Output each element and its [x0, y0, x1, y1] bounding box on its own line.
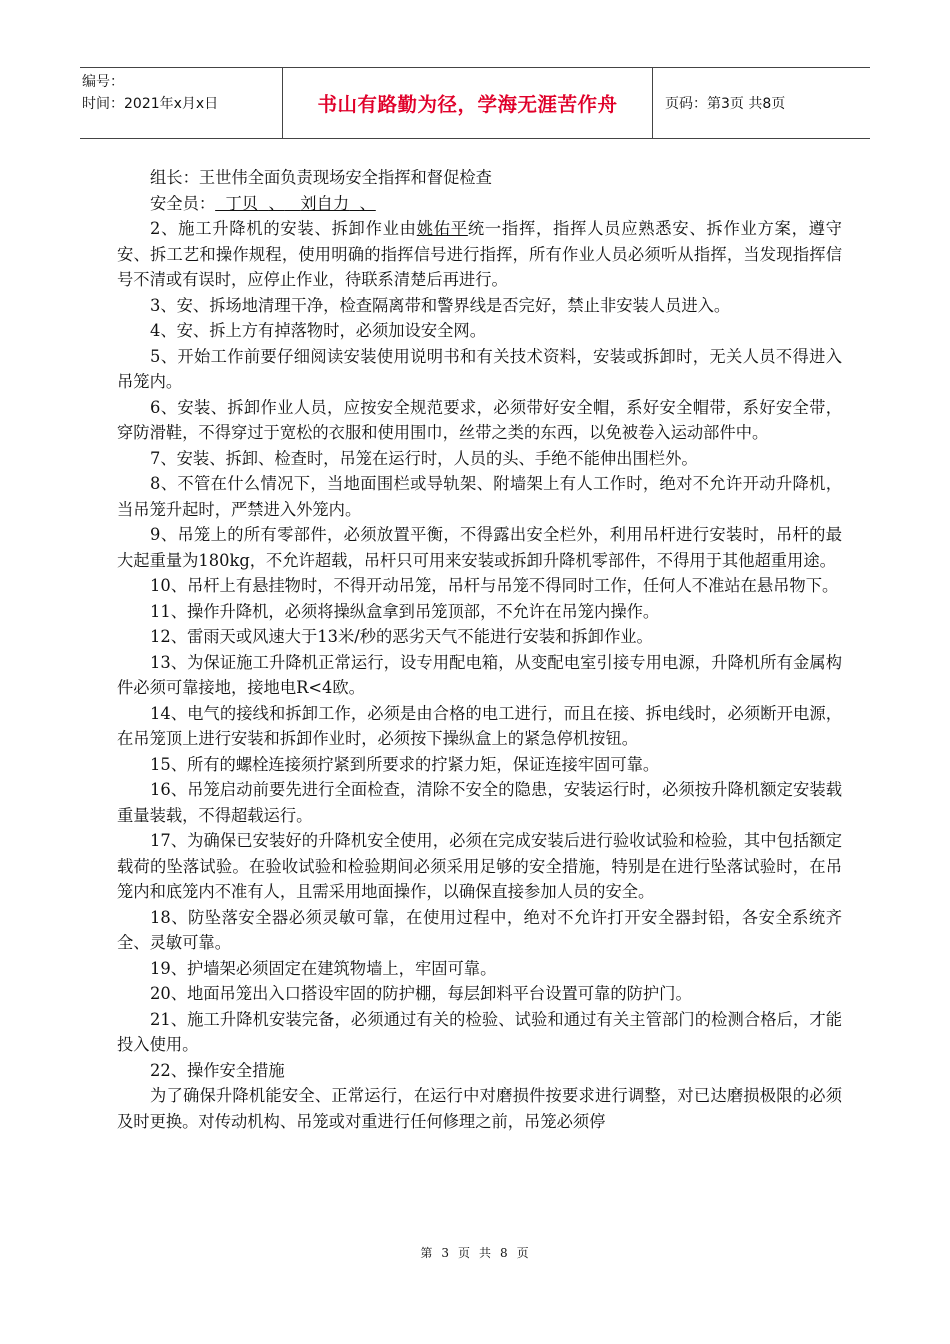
safety-prefix: 安全员：: [150, 193, 216, 213]
header-motto: 书山有路勤为径，学海无涯苦作舟: [283, 68, 653, 138]
paragraph: 22、操作安全措施: [150, 1060, 285, 1080]
paragraph: 8、不管在什么情况下，当地面围栏或导轨架、附墙架上有人工作时，绝对不允许开动升降机，当吊笼升起时，严禁进入外笼内。: [117, 474, 842, 519]
paragraph: 10、吊杆上有悬挂物时，不得开动吊笼，吊杆与吊笼不得同时工作，任何人不准站在悬吊物下。: [150, 576, 839, 595]
safety-end: 、: [359, 193, 376, 213]
paragraph: 21、施工升降机安装完备，必须通过有关的检验、试验和通过有关主管部门的检测合格后，才能投入使用。: [117, 1009, 842, 1054]
doc-code-label: 编号：: [82, 74, 124, 90]
header-meta: [80, 68, 283, 138]
paragraph-item-2: [117, 216, 842, 293]
safety-officer-2: 刘自力: [300, 193, 350, 213]
item2-text-post: 统一指挥，指挥人员应熟悉安、拆作业方案，遵守安、拆工艺和操作规程，使用明确的指挥信号进行指挥，所有作业人员必须听从指挥，当发现指挥信号不清或有误时，应停止作业，待联系清楚后再进行。: [117, 219, 842, 289]
safety-officer-name: [285, 194, 360, 213]
safety-officer-1: 丁贝: [225, 193, 259, 213]
paragraph: 17、为确保已安装好的升降机安全使用，必须在完成安装后进行验收试验和检验，其中包括额定载荷的坠落试验。在验收试验和检验期间必须采用足够的安全措施，特别是在进行坠落试验时，在吊笼内和底笼内不准有人，且需采用地面操作，以确保直接参加人员的安全。: [117, 831, 842, 901]
paragraph: 为了确保升降机能安全、正常运行，在运行中对磨损件按要求进行调整，对已达磨损极限的必须及时更换。对传动机构、吊笼或对重进行任何修理之前，吊笼必须停: [117, 1086, 842, 1131]
paragraph: 5、开始工作前要仔细阅读安装使用说明书和有关技术资料，安装或拆卸时，无关人员不得进入吊笼内。: [117, 346, 842, 391]
paragraph: 11、操作升降机，必须将操纵盒拿到吊笼顶部，不允许在吊笼内操作。: [150, 601, 660, 621]
item2-text-pre: 2、施工升降机的安装、拆卸作业由: [150, 219, 417, 238]
paragraph: 20、地面吊笼出入口搭设牢固的防护棚，每层卸料平台设置可靠的防护门。: [150, 984, 692, 1003]
paragraph: 9、吊笼上的所有零部件，必须放置平衡，不得露出安全栏外，利用吊杆进行安装时，吊杆的最大起重量为180kg，不允许超载，吊杆只可用来安装或拆卸升降机零部件，不得用于其他超重用途。: [117, 525, 842, 570]
paragraph: 6、安装、拆卸作业人员，应按安全规范要求，必须带好安全帽，系好安全帽带，系好安全带，穿防滑鞋，不得穿过于宽松的衣服和使用围巾，丝带之类的东西，以免被卷入运动部件中。: [117, 397, 842, 442]
footer-page-word: 页: [516, 1246, 530, 1260]
footer-page-word: 第: [420, 1246, 434, 1260]
paragraph: 13、为保证施工升降机正常运行，设专用配电箱，从变配电室引接专用电源，升降机所有金属构件必须可靠接地，接地电R<4欧。: [117, 652, 842, 697]
paragraph: 3、安、拆场地清理干净，检查隔离带和警界线是否完好，禁止非安装人员进入。: [150, 295, 731, 315]
footer-page-word: 页: [457, 1246, 471, 1260]
paragraph: 7、安装、拆卸、检查时，吊笼在运行时，人员的头、手绝不能伸出围栏外。: [150, 448, 698, 468]
safety-officer-name: [215, 194, 268, 213]
paragraph: 16、吊笼启动前要先进行全面检查，清除不安全的隐患，安装运行时，必须按升降机额定安装载重量装载，不得超载运行。: [117, 780, 842, 825]
footer-page-number: 3: [441, 1246, 450, 1260]
paragraph: 15、所有的螺栓连接须拧紧到所要求的拧紧力矩，保证连接牢固可靠。: [150, 754, 660, 774]
safety-sep: 、: [268, 193, 285, 213]
document-body: [117, 165, 842, 1134]
footer-total-number: 8: [500, 1246, 509, 1260]
header-page-info: 页码：第3页 共8页: [665, 96, 786, 112]
commander-name: 姚佑平: [416, 219, 468, 238]
safety-officers-line: [117, 191, 842, 217]
leader-line: 组长：王世伟全面负责现场安全指挥和督促检查: [150, 168, 492, 187]
paragraph-list: [117, 293, 842, 1135]
page-footer: [0, 1244, 950, 1261]
paragraph: 18、防坠落安全器必须灵敏可靠，在使用过程中，绝对不允许打开安全器封铅，各安全系统齐全、灵敏可靠。: [117, 907, 842, 952]
paragraph: 14、电气的接线和拆卸工作，必须是由合格的电工进行，而且在接、拆电线时，必须断开电源，在吊笼顶上进行安装和拆卸作业时，必须按下操纵盒上的紧急停机按钮。: [117, 703, 842, 748]
footer-total-word: 共: [479, 1246, 493, 1260]
doc-date: 时间：2021年x月x日: [82, 96, 219, 112]
paragraph: 19、护墙架必须固定在建筑物墙上，牢固可靠。: [150, 958, 497, 978]
page-header: [80, 67, 870, 139]
paragraph: 12、雷雨天或风速大于13米/秒的恶劣天气不能进行安装和拆卸作业。: [150, 627, 653, 646]
paragraph: 4、安、拆上方有掉落物时，必须加设安全网。: [150, 321, 486, 340]
